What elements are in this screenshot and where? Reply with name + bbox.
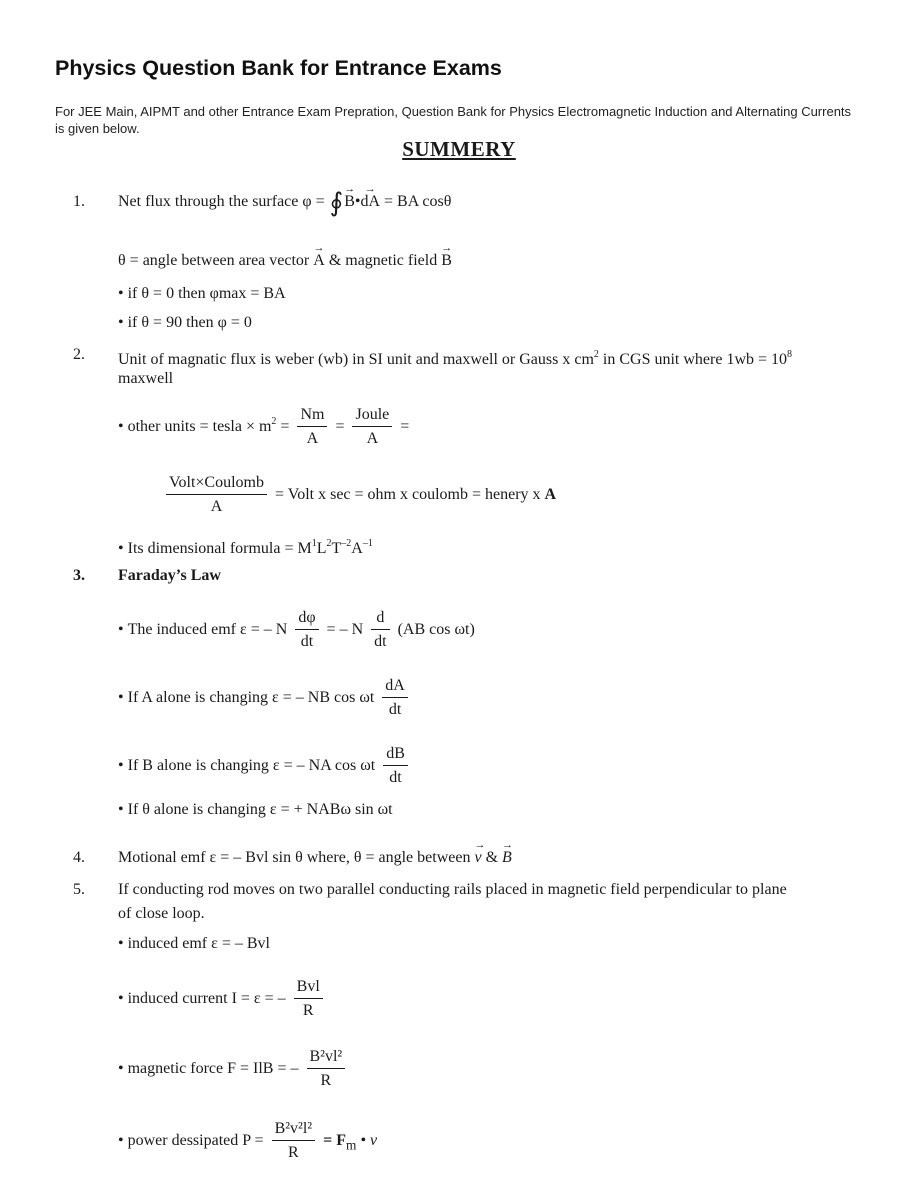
fraction-force: $\frac{\text{B²vl²}}{R}$ bbox=[307, 1046, 346, 1093]
a-changing-equation: • If A alone is changing ε = – NB cos ωt $\frac{dA}{dt}$ bbox=[118, 675, 412, 722]
fraction-volt-coulomb: $\frac{\text{Volt×Coulomb}}{A}$ bbox=[166, 472, 267, 519]
flux-definition bbox=[118, 183, 452, 217]
rod-statement-line-1: If conducting rod moves on two parallel conducting rails placed in magnetic field perpendicular to plane bbox=[118, 881, 787, 898]
flux-text: Net flux through the surface φ = bbox=[118, 193, 325, 210]
motional-emf: Motional emf ε = – Bvl sin θ where, θ = angle between → v & → B bbox=[118, 839, 514, 866]
other-units: • other units = tesla × $m^2$ = $\frac{Nm}{A}$ = $\frac{\text{Joule}}{A}$ = bbox=[118, 404, 409, 451]
bullet-icon: • bbox=[118, 621, 124, 639]
flux-unit-line: Unit of magnatic flux is weber (wb) in SI unit and maxwell or Gauss x $cm^2$ in CGS unit where $1wb = 10^8$ bbox=[118, 349, 793, 368]
item-number-5: 5. bbox=[73, 881, 85, 898]
flux-unit-line-2: maxwell bbox=[118, 370, 174, 387]
item-number-2: 2. bbox=[73, 346, 85, 363]
fraction-nm-a: $\frac{Nm}{A}$ bbox=[297, 404, 327, 451]
fraction-power: $\frac{\text{B²v²l²}}{R}$ bbox=[272, 1118, 316, 1165]
bullet-icon: • bbox=[118, 757, 124, 775]
rod-magnetic-force: • magnetic force F = IlB = – $\frac{\text{B²vl²}}{R}$ bbox=[118, 1046, 349, 1093]
page-title: Physics Question Bank for Entrance Exams bbox=[55, 56, 502, 80]
rod-power-dissipated: • power dessipated P = $\frac{\text{B²v²l²}}{R}$ = $F_m$ • v bbox=[118, 1118, 377, 1165]
bullet-theta-90: • if θ = 90 then φ = 0 bbox=[118, 314, 252, 331]
fraction-da-dt: $\frac{dA}{dt}$ bbox=[382, 675, 408, 722]
vector-b: → B bbox=[344, 183, 356, 210]
item-number-4: 4. bbox=[73, 849, 85, 866]
theta-changing-equation: • If θ alone is changing ε = + NABω sin ωt bbox=[118, 801, 393, 818]
bullet-icon: • bbox=[118, 990, 124, 1008]
item-number-1: 1. bbox=[73, 193, 85, 210]
angle-text: θ = angle between area vector bbox=[118, 252, 310, 269]
faradays-law-title: Faraday’s Law bbox=[118, 567, 221, 584]
vector-area: → A bbox=[313, 242, 325, 269]
summary-heading: SUMMERY bbox=[402, 137, 516, 161]
bullet-icon: • bbox=[118, 1132, 124, 1150]
bullet-icon: • bbox=[118, 1060, 124, 1078]
dot-product: • bbox=[354, 193, 361, 210]
item-number-3: 3. bbox=[73, 567, 85, 584]
intro-paragraph: For JEE Main, AIPMT and other Entrance Exam Prepration, Question Bank for Physics Electromagnetic Induction and Alternating Currents is given below. bbox=[55, 104, 852, 136]
fraction-d-dt: $\frac{d}{dt}$ bbox=[371, 607, 389, 654]
fraction-db-dt: $\frac{dB}{dt}$ bbox=[383, 743, 408, 790]
vector-field: → B bbox=[441, 242, 453, 269]
bullet-icon: • bbox=[118, 689, 124, 707]
fraction-bvl-r: $\frac{\text{Bvl}}{R}$ bbox=[294, 976, 323, 1023]
vector-v: → v bbox=[474, 839, 486, 866]
dimensional-formula: • Its dimensional formula = $M^1L^2T^{-2}A^{-1}$ bbox=[118, 538, 373, 557]
angle-definition bbox=[118, 242, 453, 271]
induced-emf-equation: • The induced emf ε = – N $\frac{d\varphi}{dt}$ = – N $\frac{d}{dt}$ (AB cos ωt) bbox=[118, 607, 475, 654]
bullet-icon: • bbox=[118, 540, 124, 557]
bullet-icon: • bbox=[118, 418, 124, 436]
volt-coulomb-equation: $\frac{\text{Volt×Coulomb}}{A}$ = Volt x sec = ohm x coulomb = henery x A bbox=[162, 472, 556, 519]
bullet-icon: • bbox=[118, 935, 124, 952]
flux-result: = BA cosθ bbox=[384, 193, 452, 210]
rod-induced-emf: • induced emf ε = – Bvl bbox=[118, 935, 270, 952]
rod-statement-line-2: of close loop. bbox=[118, 905, 205, 922]
angle-mid-text: & magnetic field bbox=[328, 252, 438, 269]
vector-b-field: → B bbox=[502, 839, 514, 866]
bullet-icon: • bbox=[118, 314, 124, 331]
fraction-dphi-dt: $\frac{d\varphi}{dt}$ bbox=[295, 607, 318, 654]
rod-induced-current: • induced current I = ε = – $\frac{\text{Bvl}}{R}$ bbox=[118, 976, 327, 1023]
bullet-icon: • bbox=[118, 285, 124, 302]
b-changing-equation: • If B alone is changing ε = – NA cos ωt $\frac{dB}{dt}$ bbox=[118, 743, 412, 790]
bullet-icon: • bbox=[118, 801, 124, 818]
closed-integral-icon: ∮ bbox=[329, 188, 344, 217]
vector-da: → dA bbox=[360, 183, 381, 210]
fraction-joule-a: $\frac{\text{Joule}}{A}$ bbox=[352, 404, 392, 451]
bullet-theta-0: • if θ = 0 then φmax = BA bbox=[118, 285, 286, 302]
